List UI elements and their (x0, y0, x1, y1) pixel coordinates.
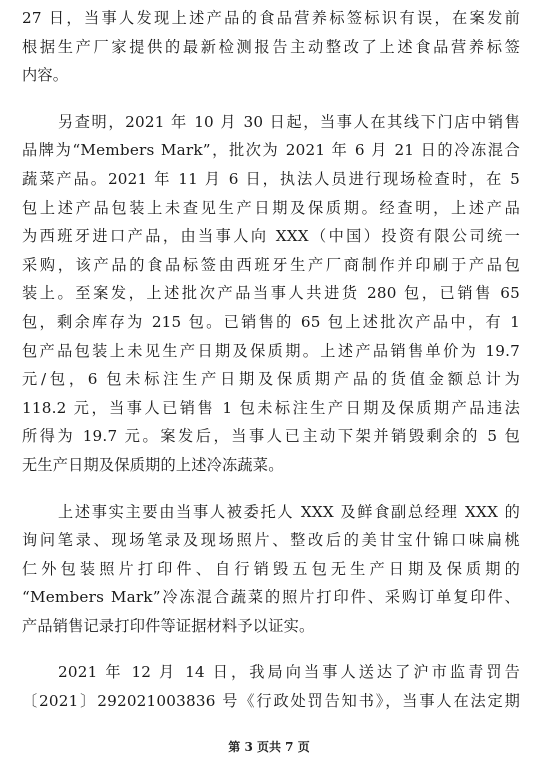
paragraph-4 (22, 658, 520, 715)
text-line: 询问笔录、现场笔录及现场照片、整改后的美甘宝什锦口味扁桃 (22, 531, 520, 550)
text-line: 仁外包装照片打印件、自行销毁五包无生产日期及保质期的 (22, 559, 520, 578)
text-line: 产品销售记录打印件等证据材料予以证实。 (22, 616, 315, 635)
text-line: 另查明，2021 年 10 月 30 日起，当事人在其线下门店中销售 (58, 112, 520, 131)
text-line: 品牌为“Members Mark”，批次为 2021 年 6 月 21 日的冷冻混合 (22, 141, 520, 160)
text-line: 包产品包装上未见生产日期及保质期。上述产品销售单价为 19.7 (22, 341, 520, 360)
text-line: 蔬菜产品。2021 年 11 月 6 日，执法人员进行现场检查时，在 5 (22, 169, 520, 188)
text-line: 包，剩余库存为 215 包。已销售的 65 包上述批次产品中，有 1 (22, 312, 520, 331)
text-line: 根据生产厂家提供的最新检测报告主动整改了上述食品营养标签 (22, 37, 520, 56)
text-line: 为西班牙进口产品，由当事人向 XXX（中国）投资有限公司统一 (22, 227, 520, 246)
text-line: 内容。 (22, 66, 69, 85)
text-line: 27 日，当事人发现上述产品的食品营养标签标识有误，在案发前 (22, 9, 520, 27)
text-line: 上述事实主要由当事人被委托人 XXX 及鲜食副总经理 XXX 的 (58, 502, 520, 521)
paragraph-gap (22, 480, 520, 498)
paragraph-1 (22, 4, 520, 90)
text-line: “Members Mark”冷冻混合蔬菜的照片打印件、采购订单复印件、 (22, 588, 520, 607)
text-line: 元/包，6 包未标注生产日期及保质期产品的货值金额总计为 (22, 370, 520, 389)
text-line: 118.2 元，当事人已销售 1 包未标注生产日期及保质期产品违法 (22, 398, 520, 417)
text-line: 采购，该产品的食品标签由西班牙生产厂商制作并印刷于产品包 (22, 255, 520, 274)
paragraph-gap (22, 90, 520, 108)
paragraph-3 (22, 498, 520, 641)
text-line: 包上述产品包装上未查见生产日期及保质期。经查明，上述产品 (22, 198, 520, 217)
paragraph-gap (22, 640, 520, 658)
page-number: 第 3 页共 7 页 (228, 740, 310, 754)
text-line: 无生产日期及保质期的上述冷冻蔬菜。 (22, 455, 284, 474)
document-body (22, 4, 520, 716)
text-line: 〔2021〕292021003836 号《行政处罚告知书》，当事人在法定期 (22, 692, 520, 711)
paragraph-2 (22, 108, 520, 480)
text-line: 所得为 19.7 元。案发后，当事人已主动下架并销毁剩余的 5 包 (22, 427, 520, 446)
text-line: 2021 年 12 月 14 日，我局向当事人送达了沪市监青罚告 (58, 663, 520, 682)
text-line: 装上。至案发，上述批次产品当事人共进货 280 包，已销售 65 (22, 284, 520, 303)
